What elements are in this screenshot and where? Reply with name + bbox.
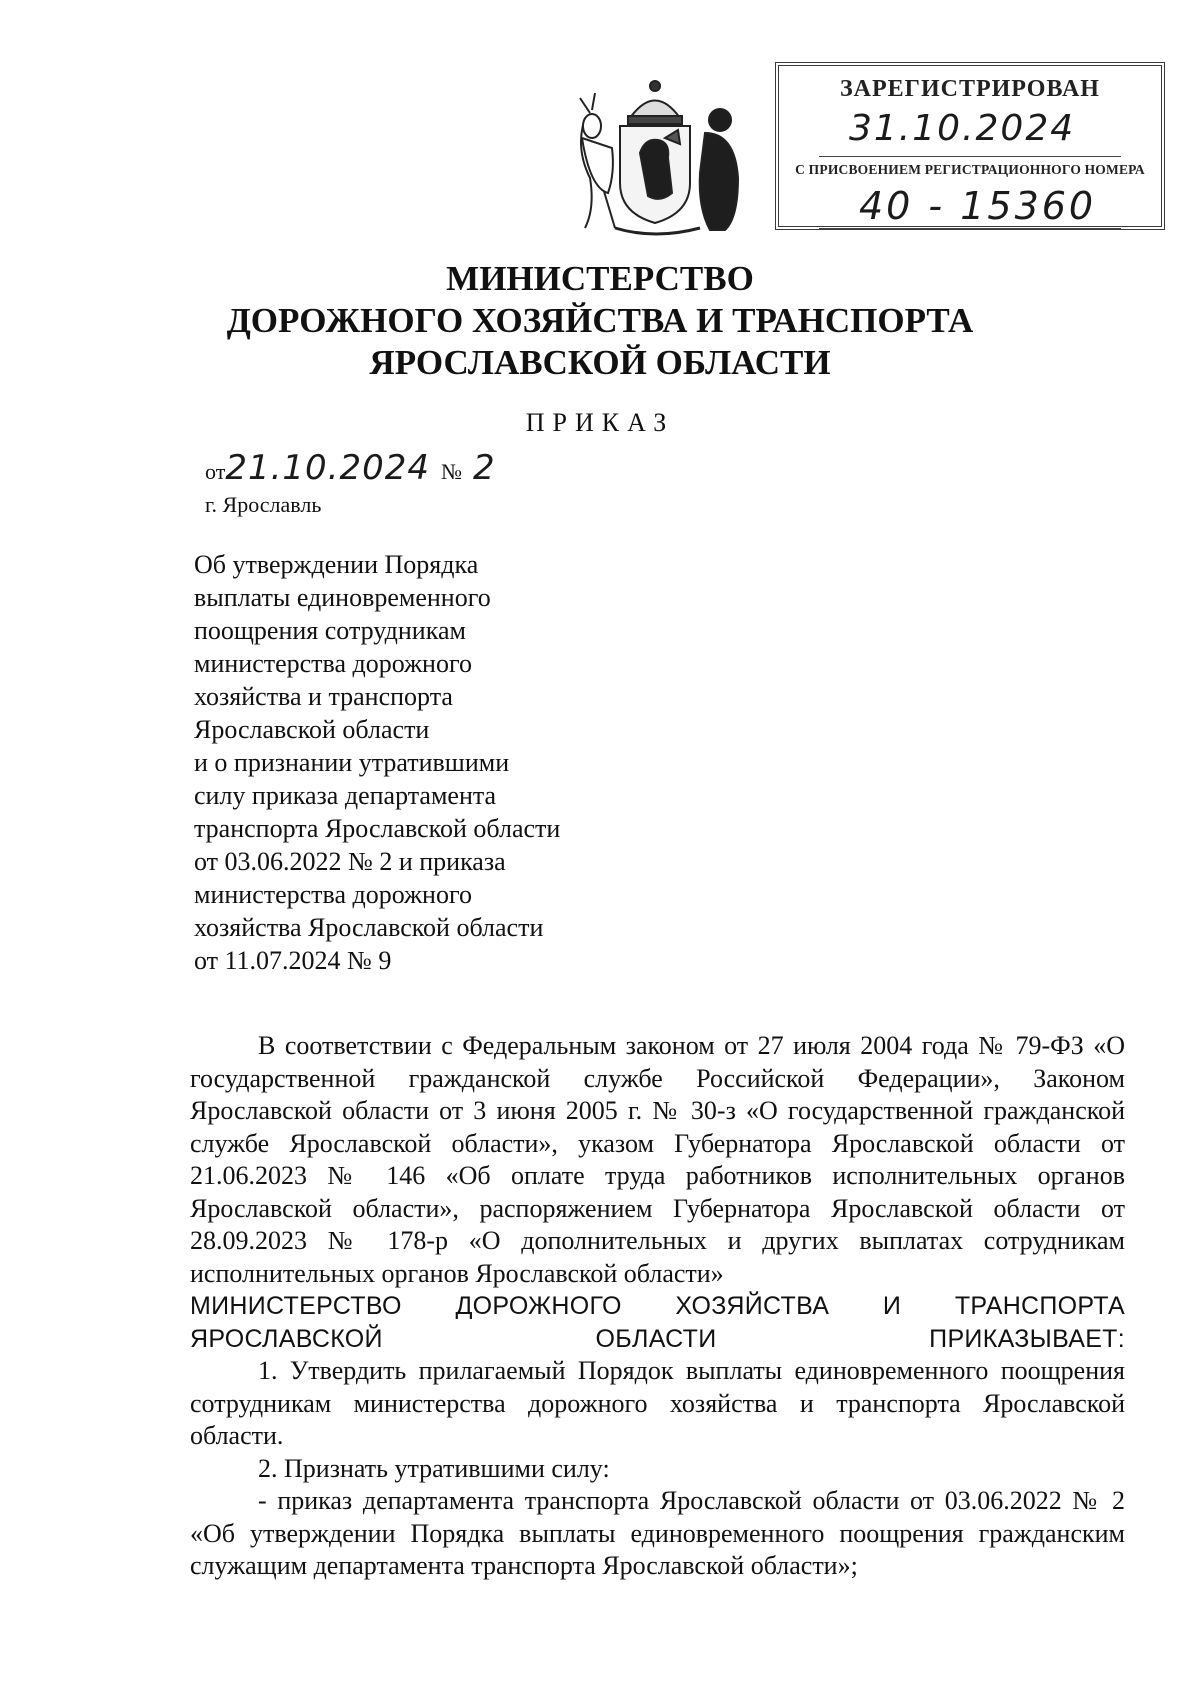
- subject-line: министерства дорожного: [194, 649, 472, 678]
- item-1-paragraph: 1. Утвердить прилагаемый Порядок выплаты единовременного поощрения сотрудникам министерства дорожного хозяйства и транспорта Ярославской области.: [190, 1356, 1125, 1450]
- subject-line: силу приказа департамента: [194, 781, 497, 810]
- subject-line: поощрения сотрудникам: [194, 616, 466, 645]
- order-subject: [194, 548, 634, 977]
- subject-line: хозяйства Ярославской области: [194, 913, 544, 942]
- subject-line: выплаты единовременного: [194, 583, 491, 612]
- date-label: от: [205, 459, 226, 484]
- coat-of-arms-icon: [560, 78, 750, 238]
- item-2-subitem-1: - приказ департамента транспорта Ярославской области от 03.06.2022 № 2 «Об утверждении Порядка выплаты единовременного поощрения гражданским служащим департамента транспорта Ярославской области»;: [190, 1486, 1125, 1580]
- stamp-registration-number: 40 - 15360: [859, 184, 1097, 228]
- subject-line: министерства дорожного: [194, 880, 472, 909]
- preamble-paragraph: В соответствии с Федеральным законом от 27 июля 2004 года № 79-ФЗ «О государственной гражданской службе Российской Федерации», Законом Ярославской области от 3 июня 2005 г. № 30-з «О государственной гражданской службе Ярославской области», указом Губернатора Ярославской области от 21.06.2023 № 146 «Об оплате труда работников исполнительных органов Ярославской области», распоряжением Губернатора Ярославской области от 28.09.2023 № 178-р «О дополнительных и других выплатах сотрудникам исполнительных органов Ярославской области»: [190, 1031, 1125, 1288]
- stamp-caption: С ПРИСВОЕНИЕМ РЕГИСТРАЦИОННОГО НОМЕРА: [795, 162, 1145, 177]
- registration-stamp: [775, 62, 1165, 230]
- ministry-line: ЯРОСЛАВСКОЙ ОБЛАСТИ: [369, 343, 831, 382]
- subject-line: и о признании утратившими: [194, 748, 510, 777]
- subject-line: транспорта Ярославской области: [194, 814, 561, 843]
- ministry-title: [0, 258, 1200, 384]
- city: г. Ярославль: [205, 492, 322, 517]
- subject-line: Ярославской области: [194, 715, 430, 744]
- number-label: №: [441, 459, 462, 484]
- order-date-row: [205, 448, 496, 492]
- stamp-divider: [819, 228, 1121, 229]
- item-2-paragraph: 2. Признать утратившими силу:: [258, 1453, 610, 1483]
- stamp-date: 31.10.2024: [849, 108, 1076, 149]
- order-body: [190, 1030, 1125, 1583]
- order-date: 21.10.2024: [225, 448, 430, 488]
- stamp-divider: [819, 156, 1121, 157]
- subject-line: от 11.07.2024 № 9: [194, 946, 392, 975]
- subject-line: от 03.06.2022 № 2 и приказа: [194, 847, 506, 876]
- subject-line: хозяйства и транспорта: [194, 682, 453, 711]
- ministry-line: МИНИСТЕРСТВО: [446, 259, 754, 298]
- decree-line: МИНИСТЕРСТВО ДОРОЖНОГО ХОЗЯЙСТВА И ТРАНСПОРТА ЯРОСЛАВСКОЙ ОБЛАСТИ ПРИКАЗЫВАЕТ:: [190, 1292, 1125, 1353]
- stamp-title: ЗАРЕГИСТРИРОВАН: [840, 76, 1100, 102]
- order-number: 2: [473, 448, 496, 488]
- document-type: ПРИКАЗ: [525, 408, 675, 437]
- subject-line: Об утверждении Порядка: [194, 550, 479, 579]
- ministry-line: ДОРОЖНОГО ХОЗЯЙСТВА И ТРАНСПОРТА: [226, 301, 974, 340]
